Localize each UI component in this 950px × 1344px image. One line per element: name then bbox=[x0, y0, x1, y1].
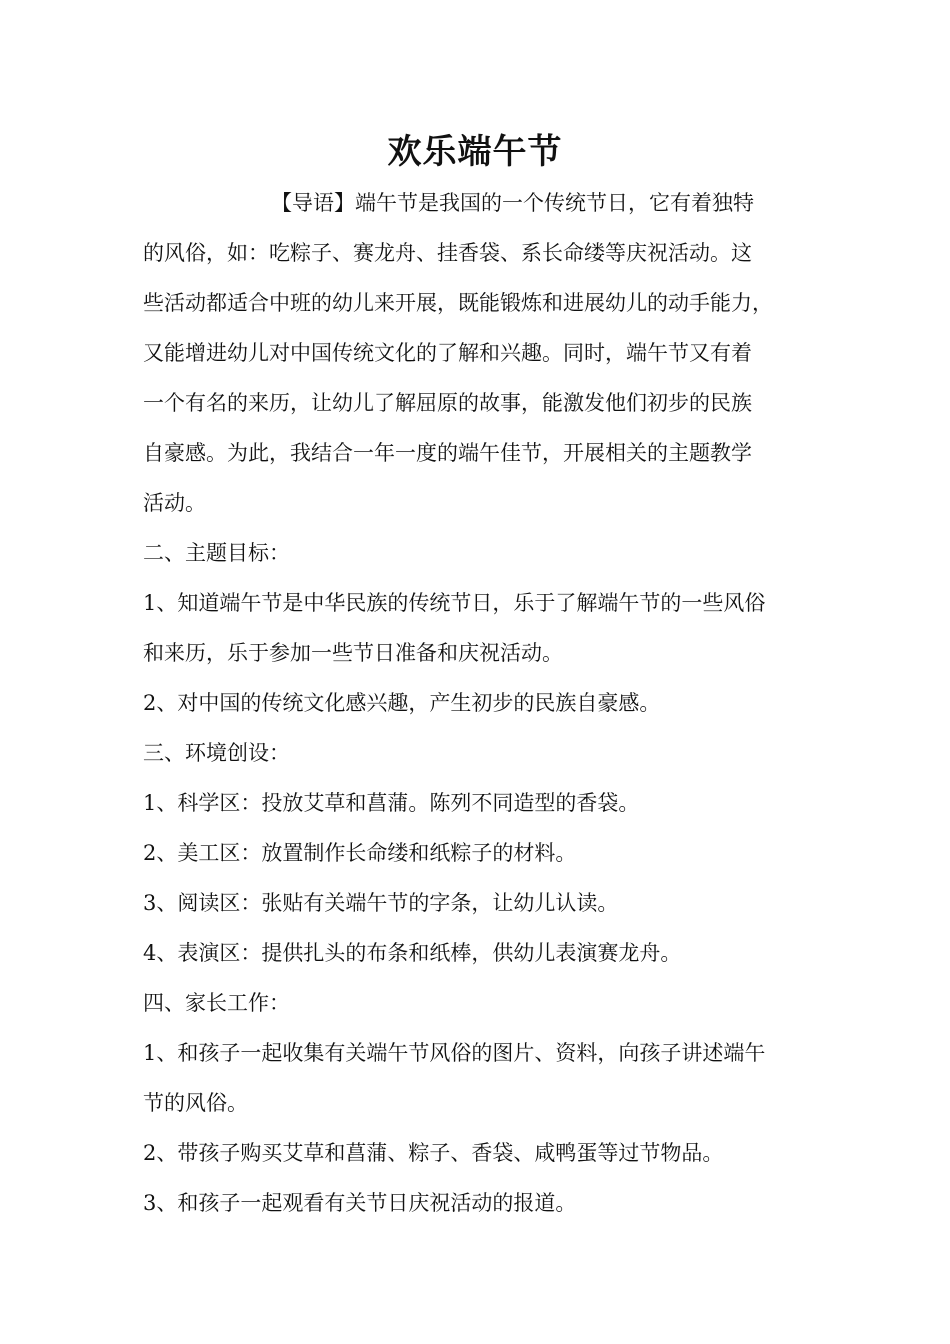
text-line: 和来历，乐于参加一些节日准备和庆祝活动。 bbox=[143, 641, 563, 665]
text-line: 活动。 bbox=[143, 491, 206, 515]
text-line: 些活动都适合中班的幼儿来开展，既能锻炼和进展幼儿的动手能力， bbox=[143, 291, 773, 315]
section-heading: 二、主题目标： bbox=[143, 541, 290, 565]
text-line: 又能增进幼儿对中国传统文化的了解和兴趣。同时，端午节又有着 bbox=[143, 341, 752, 365]
text-line: 3、和孩子一起观看有关节日庆祝活动的报道。 bbox=[143, 1191, 577, 1215]
text-line: 1、和孩子一起收集有关端午节风俗的图片、资料，向孩子讲述端午 bbox=[143, 1041, 766, 1065]
text-line: 一个有名的来历，让幼儿了解屈原的故事，能激发他们初步的民族 bbox=[143, 391, 752, 415]
text-line: 2、美工区：放置制作长命缕和纸粽子的材料。 bbox=[143, 841, 577, 865]
document-title: 欢乐端午节 bbox=[387, 132, 563, 172]
text-line: 节的风俗。 bbox=[143, 1091, 248, 1115]
section-heading: 三、环境创设： bbox=[143, 741, 290, 765]
text-line: 2、带孩子购买艾草和菖蒲、粽子、香袋、咸鸭蛋等过节物品。 bbox=[143, 1141, 724, 1165]
section-heading: 四、家长工作： bbox=[143, 991, 290, 1015]
text-line: 2、对中国的传统文化感兴趣，产生初步的民族自豪感。 bbox=[143, 691, 661, 715]
text-line: 的风俗，如：吃粽子、赛龙舟、挂香袋、系长命缕等庆祝活动。这 bbox=[143, 241, 752, 265]
intro-line: 【导语】端午节是我国的一个传统节日，它有着独特 bbox=[271, 191, 754, 215]
text-line: 自豪感。为此，我结合一年一度的端午佳节，开展相关的主题教学 bbox=[143, 441, 752, 465]
text-line: 4、表演区：提供扎头的布条和纸棒，供幼儿表演赛龙舟。 bbox=[143, 941, 682, 965]
document-body bbox=[143, 178, 808, 1228]
text-line: 1、科学区：投放艾草和菖蒲。陈列不同造型的香袋。 bbox=[143, 791, 640, 815]
text-line: 1、知道端午节是中华民族的传统节日，乐于了解端午节的一些风俗 bbox=[143, 591, 766, 615]
text-line: 3、阅读区：张贴有关端午节的字条，让幼儿认读。 bbox=[143, 891, 619, 915]
